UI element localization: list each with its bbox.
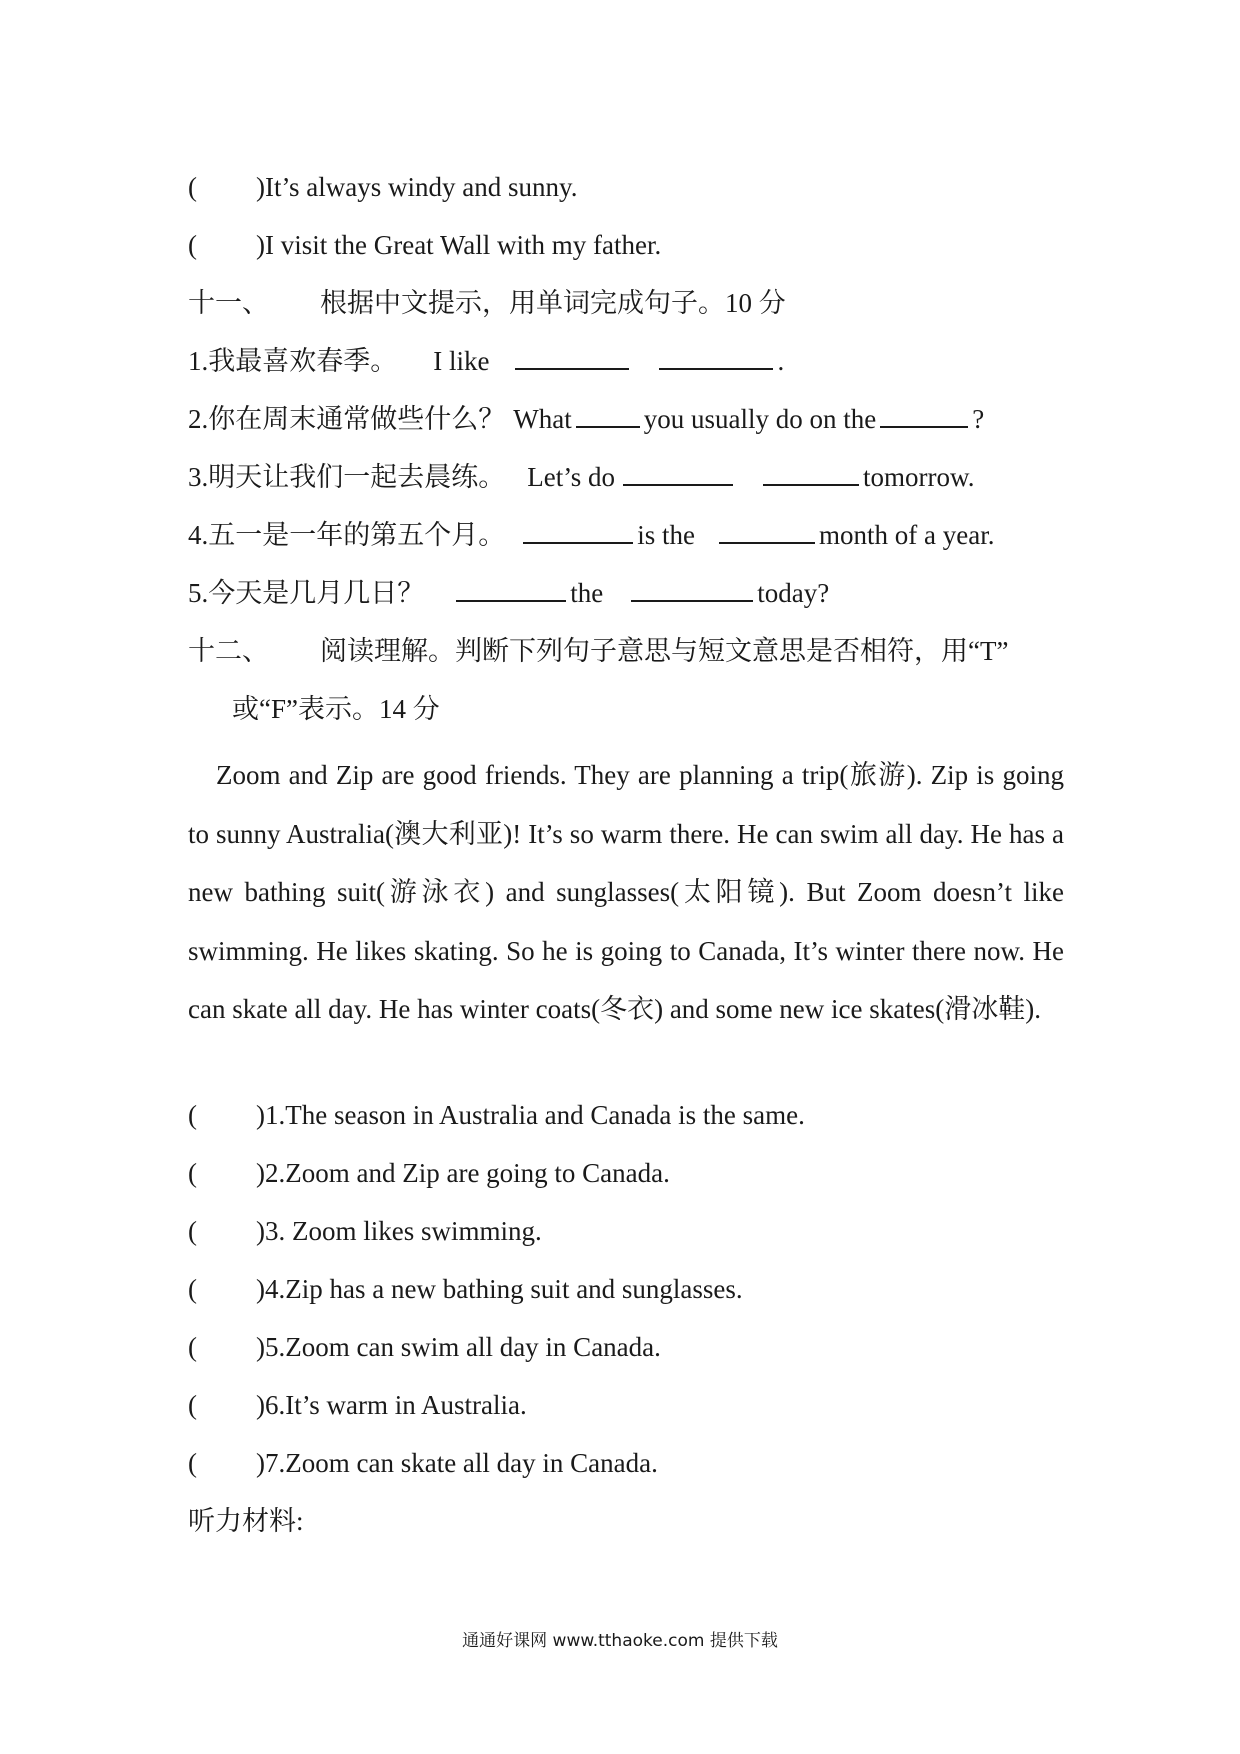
english-part: today? bbox=[757, 578, 830, 608]
question-row bbox=[188, 228, 661, 262]
answer-blank[interactable] bbox=[456, 578, 566, 602]
section-number: 十一、 bbox=[188, 288, 269, 318]
question-row bbox=[188, 1098, 805, 1132]
chinese-prompt: 3.明天让我们一起去晨练。 bbox=[188, 462, 506, 492]
section-heading bbox=[188, 286, 786, 320]
question-text: )5.Zoom can swim all day in Canada. bbox=[256, 1332, 661, 1362]
question-text: )I visit the Great Wall with my father. bbox=[256, 230, 662, 260]
section-title: 或“F”表示。14 分 bbox=[232, 694, 440, 724]
answer-blank[interactable] bbox=[719, 520, 815, 544]
english-part: month of a year. bbox=[819, 520, 995, 550]
answer-bracket[interactable]: ( bbox=[188, 1390, 197, 1420]
chinese-prompt: 4.五一是一年的第五个月。 bbox=[188, 520, 506, 550]
question-text: )7.Zoom can skate all day in Canada. bbox=[256, 1448, 658, 1478]
question-row bbox=[188, 1214, 542, 1248]
chinese-prompt: 5.今天是几月几日？ bbox=[188, 578, 425, 608]
chinese-prompt: 2.你在周末通常做些什么？ bbox=[188, 404, 506, 434]
english-part: What bbox=[513, 404, 572, 434]
listening-label: 听力材料: bbox=[188, 1506, 304, 1536]
fill-sentence bbox=[188, 518, 994, 552]
question-row bbox=[188, 1388, 527, 1422]
question-row bbox=[188, 1156, 670, 1190]
answer-blank[interactable] bbox=[763, 462, 859, 486]
answer-bracket[interactable]: ( bbox=[188, 1332, 197, 1362]
question-row bbox=[188, 1272, 743, 1306]
english-part: the bbox=[570, 578, 604, 608]
fill-sentence bbox=[188, 460, 974, 494]
fill-sentence bbox=[188, 344, 784, 378]
english-part: tomorrow. bbox=[863, 462, 975, 492]
answer-blank[interactable] bbox=[659, 346, 773, 370]
answer-bracket: ( bbox=[188, 230, 197, 260]
answer-bracket[interactable]: ( bbox=[188, 1100, 197, 1130]
section-title: 根据中文提示，用单词完成句子。10 分 bbox=[320, 288, 786, 318]
answer-blank[interactable] bbox=[880, 404, 968, 428]
reading-passage: Zoom and Zip are good friends. They are planning a trip(旅游). Zip is going to sunny Australia(澳大利亚)! It’s so warm there. He can swim all day. He has a new bathing suit(游泳衣) and sunglasses(太阳镜). But Zoom doesn’t like swimming. He likes skating. So he is going to Canada, It’s winter there now. He can skate all day. He has winter coats(冬衣) and some new ice skates(滑冰鞋). bbox=[188, 760, 1064, 1024]
answer-blank[interactable] bbox=[523, 520, 633, 544]
question-row bbox=[188, 1446, 658, 1480]
answer-blank[interactable] bbox=[623, 462, 733, 486]
question-text: )3. Zoom likes swimming. bbox=[256, 1216, 542, 1246]
answer-bracket[interactable]: ( bbox=[188, 1274, 197, 1304]
english-part: ? bbox=[972, 404, 985, 434]
english-part: you usually do on the bbox=[643, 404, 877, 434]
question-text: )1.The season in Australia and Canada is the same. bbox=[256, 1100, 805, 1130]
question-row bbox=[188, 1330, 661, 1364]
question-row bbox=[188, 170, 577, 204]
english-part: I like bbox=[433, 346, 490, 376]
question-text: )4.Zip has a new bathing suit and sunglasses. bbox=[256, 1274, 743, 1304]
answer-bracket[interactable]: ( bbox=[188, 1158, 197, 1188]
answer-bracket[interactable]: ( bbox=[188, 1216, 197, 1246]
question-text: )It’s always windy and sunny. bbox=[256, 172, 578, 202]
fill-sentence bbox=[188, 402, 984, 436]
section-title-continued bbox=[232, 692, 440, 726]
english-part: Let’s do bbox=[527, 462, 615, 492]
answer-blank[interactable] bbox=[515, 346, 629, 370]
section-title: 阅读理解。判断下列句子意思与短文意思是否相符，用“T” bbox=[320, 636, 1009, 666]
english-part: . bbox=[777, 346, 785, 376]
answer-blank[interactable] bbox=[631, 578, 753, 602]
english-part: is the bbox=[637, 520, 695, 550]
footer-source: 通通好课网 www.tthaoke.com 提供下载 bbox=[462, 1631, 778, 1651]
answer-bracket: ( bbox=[188, 172, 197, 202]
question-text: )2.Zoom and Zip are going to Canada. bbox=[256, 1158, 670, 1188]
answer-bracket[interactable]: ( bbox=[188, 1448, 197, 1478]
fill-sentence bbox=[188, 576, 829, 610]
answer-blank[interactable] bbox=[576, 404, 640, 428]
chinese-prompt: 1.我最喜欢春季。 bbox=[188, 346, 398, 376]
question-text: )6.It’s warm in Australia. bbox=[256, 1390, 527, 1420]
section-number: 十二、 bbox=[188, 636, 269, 666]
section-heading bbox=[188, 634, 1008, 668]
